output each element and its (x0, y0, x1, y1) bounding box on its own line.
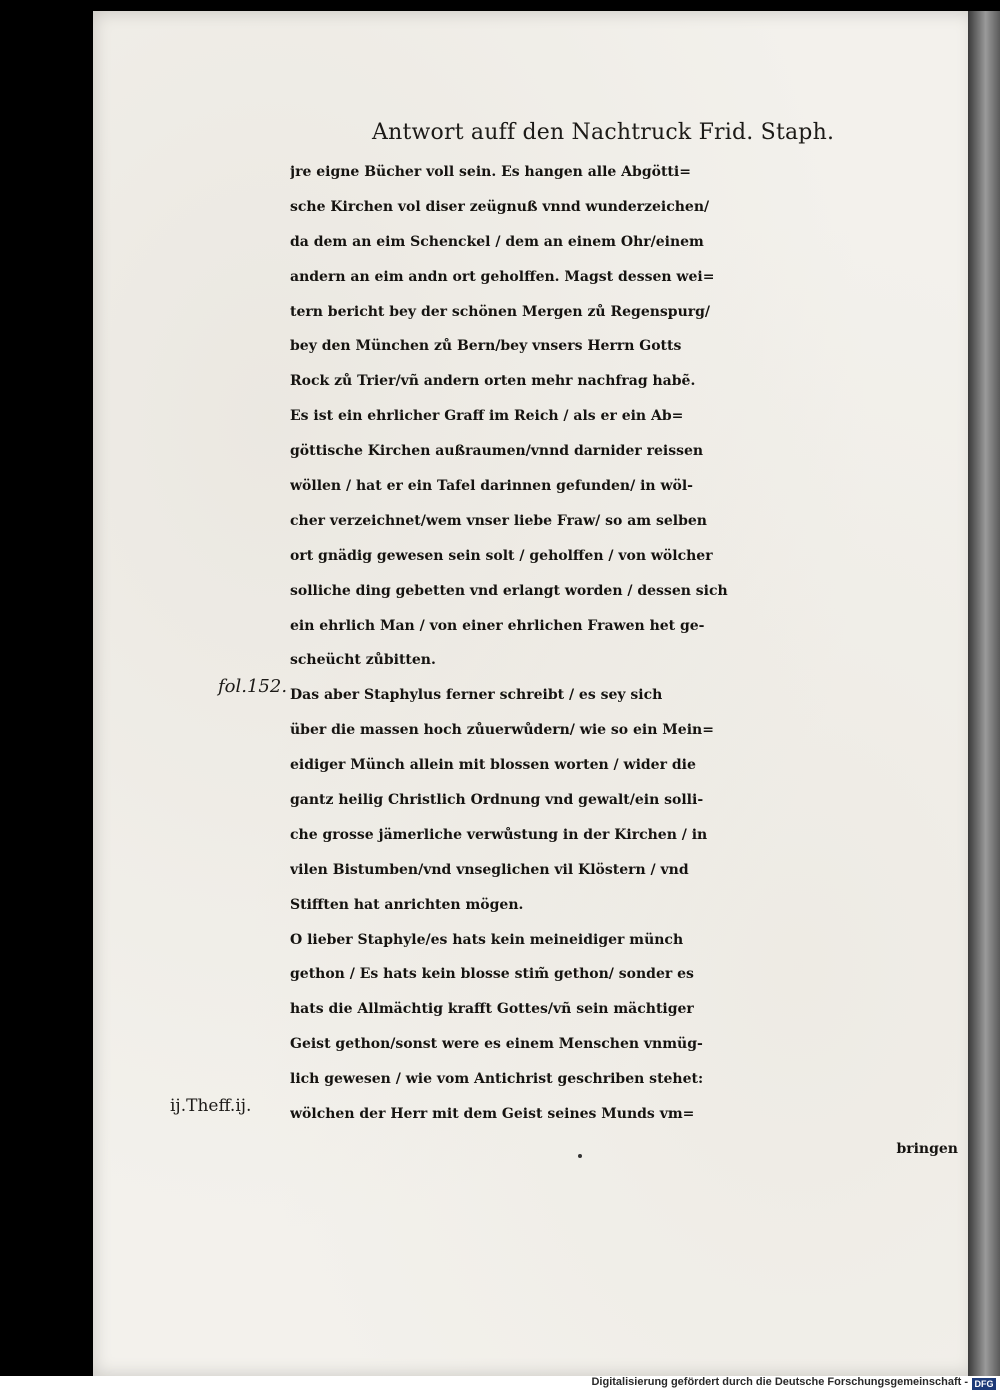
text-line: bey den München zů Bern/bey vnsers Herrn Gotts (290, 338, 682, 355)
text-line: gethon / Es hats kein blosse stim̃ gethon/ sonder es (290, 966, 694, 983)
text-line: Rock zů Trier/vñ andern orten mehr nachfrag habẽ. (290, 373, 696, 390)
digitization-footer (0, 1376, 1000, 1393)
book-gutter (968, 11, 1000, 1376)
text-line: lich gewesen / wie vom Antichrist geschriben stehet: (290, 1071, 704, 1088)
text-line: scheücht zůbitten. (290, 652, 436, 669)
text-line: che grosse jämerliche verwůstung in der Kirchen / in (290, 826, 708, 843)
text-line: eidiger Münch allein mit blossen worten / wider die (290, 757, 696, 774)
text-line: vilen Bistumben/vnd vnseglichen vil Klöstern / vnd (290, 861, 689, 878)
body-text (290, 155, 970, 1167)
text-line: O lieber Staphyle/es hats kein meineidiger münch (290, 931, 684, 948)
text-line: Es ist ein ehrlicher Graff im Reich / als er ein Ab= (290, 408, 684, 425)
text-line: hats die Allmächtig krafft Gottes/vñ sein mächtiger (290, 1001, 694, 1018)
text-line: Geist gethon/sonst were es einem Menschen vnmüg- (290, 1036, 703, 1053)
footer-credit: Digitalisierung gefördert durch die Deutsche Forschungsgemeinschaft - (591, 1376, 968, 1388)
text-line: wöllen / hat er ein Tafel darinnen gefunden/ in wöl- (290, 478, 693, 495)
text-line: Stifften hat anrichten mögen. (290, 896, 524, 913)
ink-speck (578, 1154, 582, 1158)
text-line: da dem an eim Schenckel / dem an einem Ohr/einem (290, 233, 704, 250)
marginal-scripture-ref: ij.Theff.ij. (170, 1096, 252, 1116)
text-line: sche Kirchen vol diser zeügnuß vnnd wunderzeichen/ (290, 198, 710, 215)
text-line: cher verzeichnet/wem vnser liebe Fraw/ so am selben (290, 512, 707, 529)
text-line: ein ehrlich Man / von einer ehrlichen Frawen het ge- (290, 617, 705, 634)
catchword: bringen (896, 1140, 958, 1157)
text-line: über die massen hoch zůuerwůdern/ wie so ein Mein= (290, 722, 714, 739)
text-line: wölchen der Herr mit dem Geist seines Munds vm= (290, 1106, 695, 1123)
text-line: tern bericht bey der schönen Mergen zů Regenspurg/ (290, 303, 711, 320)
text-line: andern an eim andn ort geholffen. Magst dessen wei= (290, 268, 715, 285)
dfg-logo-icon: DFG (972, 1378, 996, 1390)
running-head: Antwort auff den Nachtruck Frid. Staph. (372, 120, 835, 145)
text-line: ort gnädig gewesen sein solt / geholffen / von wölcher (290, 547, 713, 564)
text-line: jre eigne Bücher voll sein. Es hangen alle Abgötti= (290, 164, 691, 180)
text-line: göttische Kirchen außraumen/vnnd darnider reissen (290, 443, 704, 460)
text-line: solliche ding gebetten vnd erlangt worden / dessen sich (290, 582, 728, 599)
text-line: gantz heilig Christlich Ordnung vnd gewalt/ein solli- (290, 792, 704, 809)
marginal-folio-note: fol.152. (218, 676, 288, 697)
text-line: Das aber Staphylus ferner schreibt / es sey sich (290, 687, 663, 704)
